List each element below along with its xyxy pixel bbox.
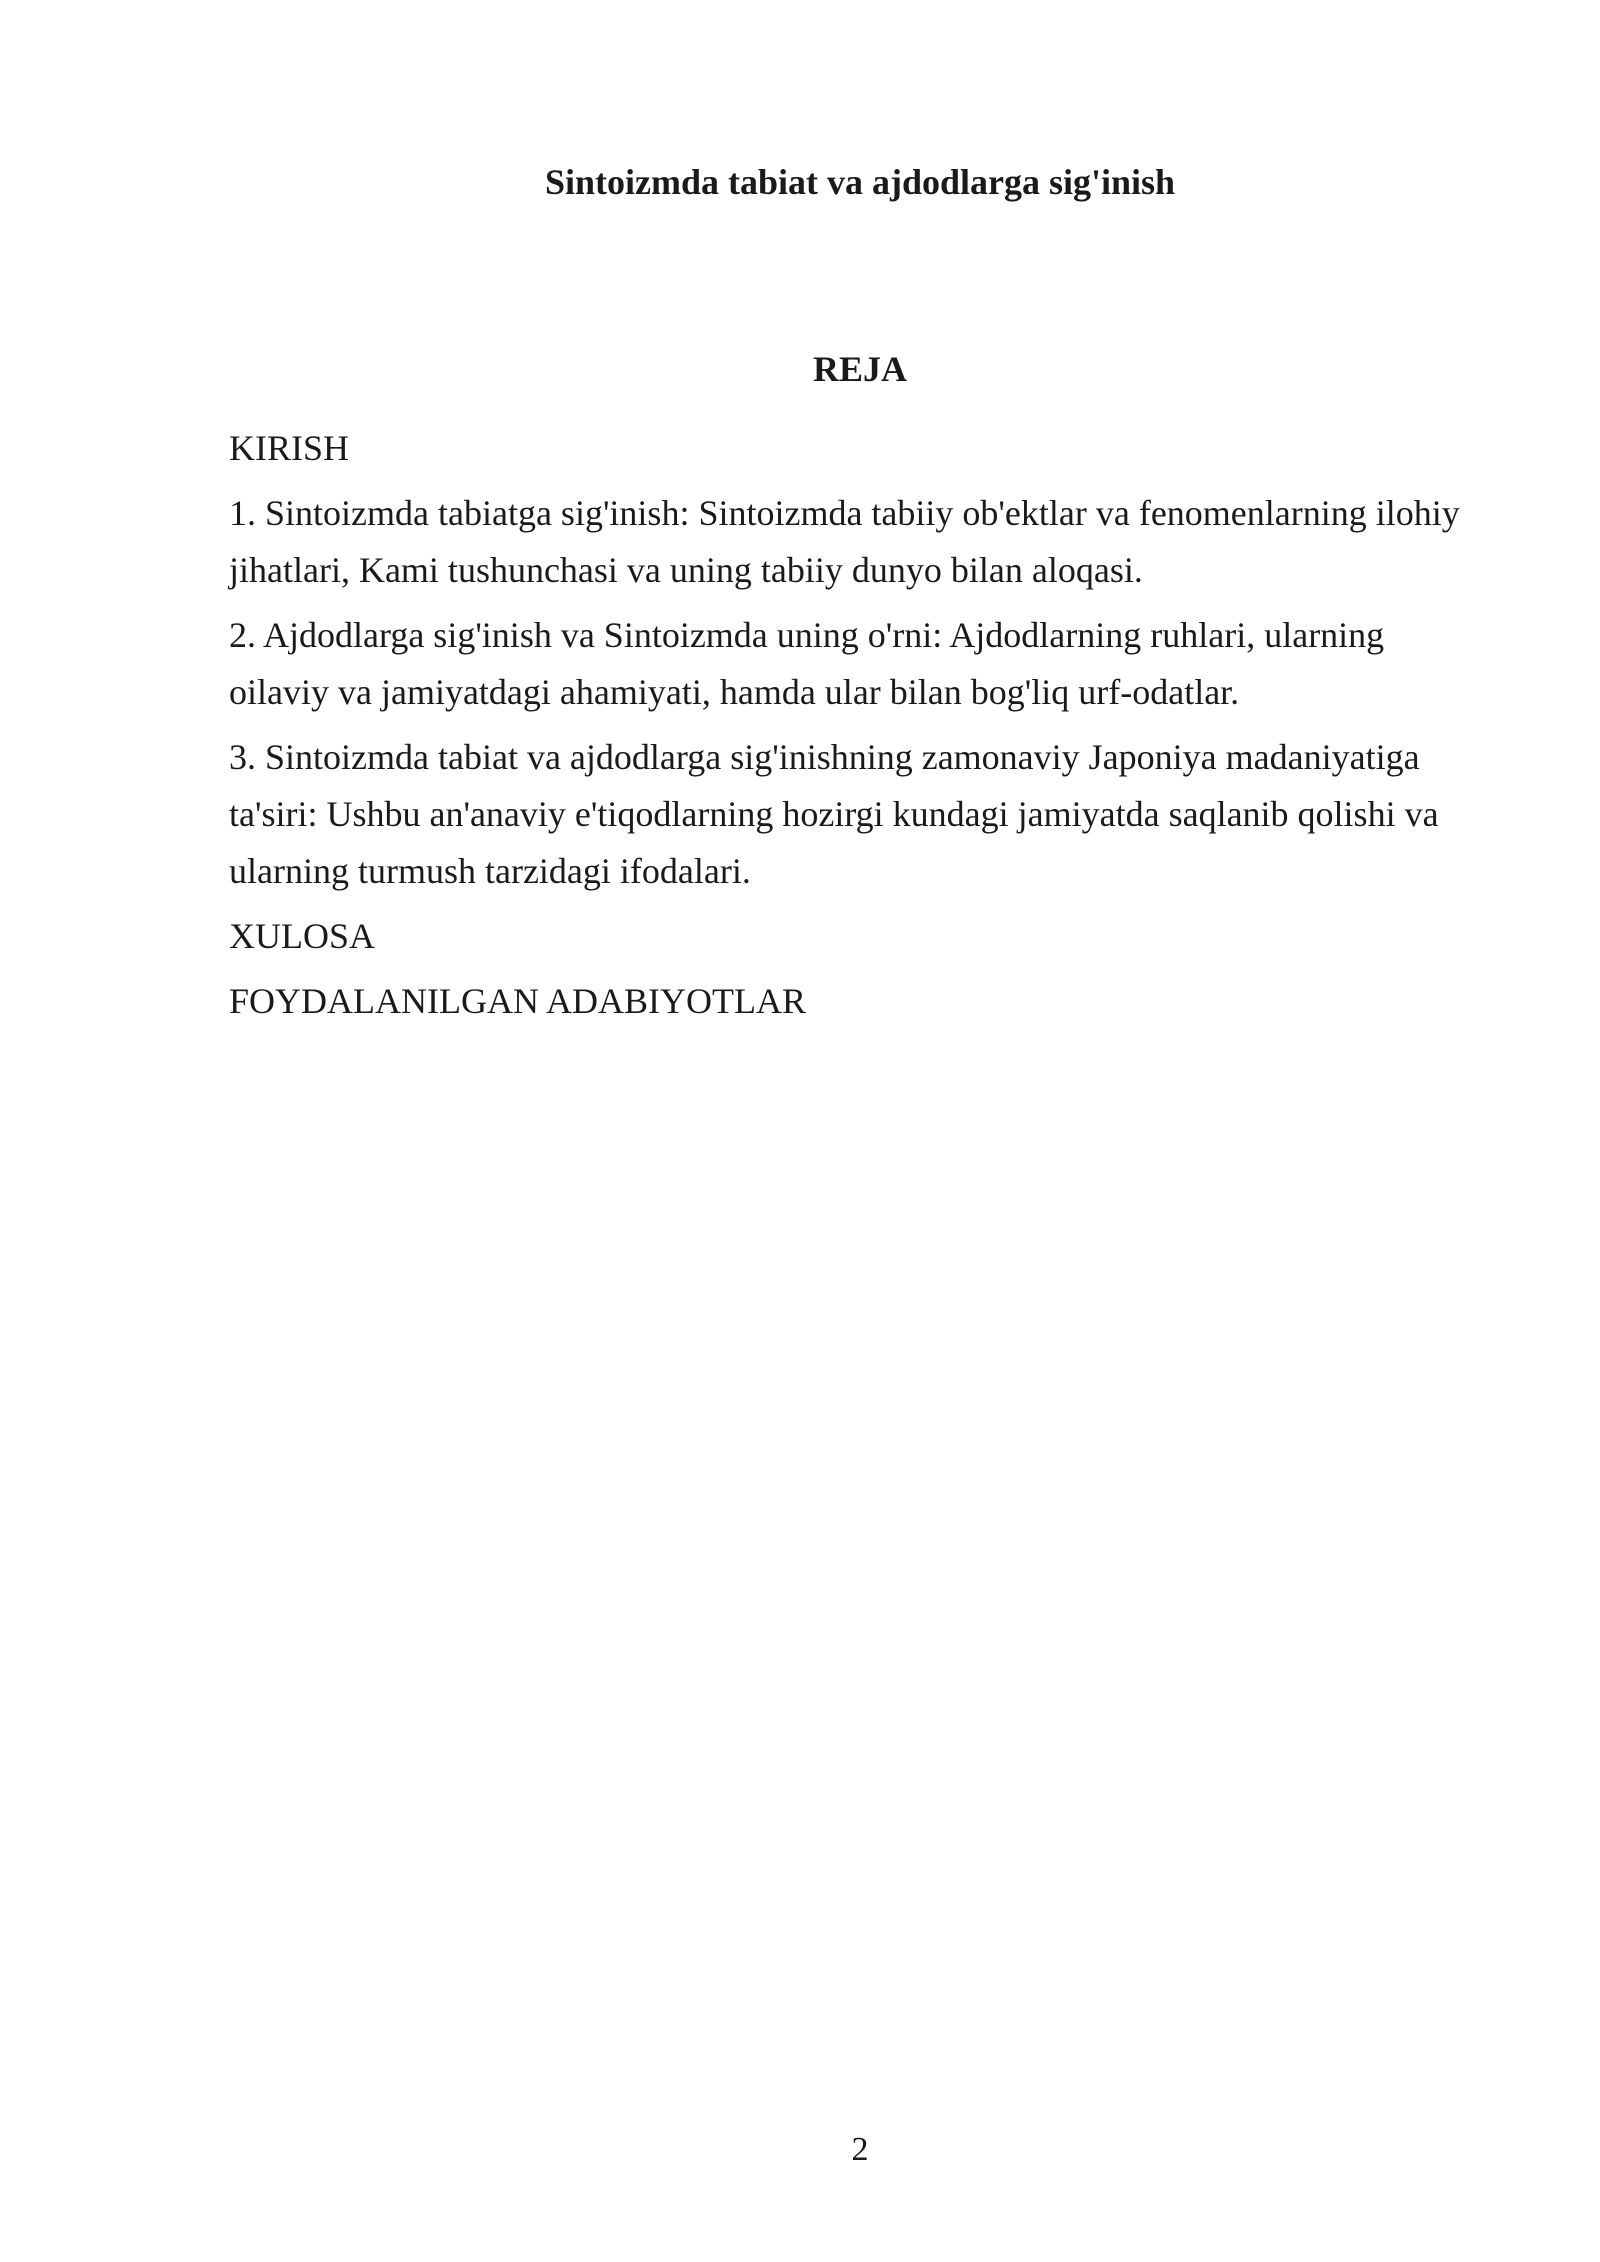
document-title: Sintoizmda tabiat va ajdodlarga sig'inish [544,162,1176,202]
plan-item-references: FOYDALANILGAN ADABIYOTLAR [229,981,806,1021]
plan-item-2: 2. Ajdodlarga sig'inish va Sintoizmda uning o'rni: Ajdodlarning ruhlari, ularning oilaviy va jamiyatdagi ahamiyati, hamda ular bilan bog'liq urf-odatlar. [229,615,1385,712]
plan-list [229,420,1489,1038]
plan-heading: REJA [812,349,907,389]
plan-item-intro: KIRISH [229,428,350,468]
plan-item-3: 3. Sintoizmda tabiat va ajdodlarga sig'inishning zamonaviy Japoniya madaniyatiga ta'siri: Ushbu an'anaviy e'tiqodlarning hozirgi kundagi jamiyatda saqlanib qolishi va ularning turmush tarzidagi ifodalari. [229,737,1439,891]
plan-item-conclusion: XULOSA [229,916,376,956]
plan-item-1: 1. Sintoizmda tabiatga sig'inish: Sintoizmda tabiiy ob'ektlar va fenomenlarning ilohiy jihatlari, Kami tushunchasi va uning tabiiy dunyo bilan aloqasi. [229,493,1460,590]
page-number: 2 [851,2131,869,2168]
